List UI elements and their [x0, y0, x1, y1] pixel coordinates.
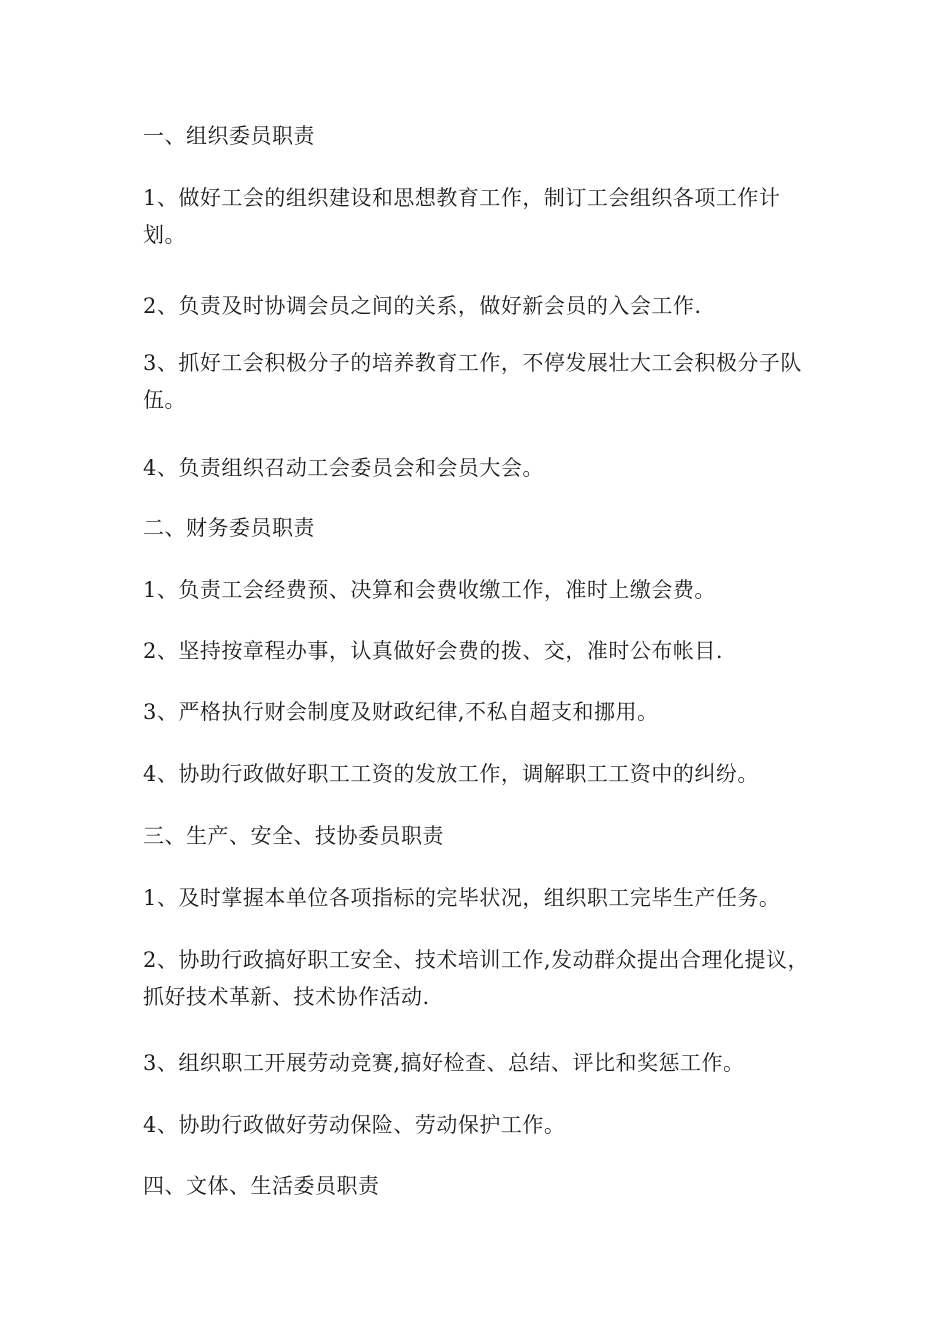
section-heading-1: 一、组织委员职责 — [143, 124, 315, 148]
paragraph-3-2: 2、协助行政搞好职工安全、技术培训工作,发动群众提出合理化提议，抓好技术革新、技术协作活动. — [143, 948, 810, 1009]
paragraph-1-1: 1、做好工会的组织建设和思想教育工作，制订工会组织各项工作计划。 — [143, 186, 781, 247]
section-heading-3: 三、生产、安全、技协委员职责 — [143, 824, 444, 848]
paragraph-1-4: 4、负责组织召动工会委员会和会员大会。 — [143, 456, 544, 480]
paragraph-3-1: 1、及时掌握本单位各项指标的完毕状况，组织职工完毕生产任务。 — [143, 886, 781, 910]
section-heading-2: 二、财务委员职责 — [143, 516, 315, 540]
section-heading-4: 四、文体、生活委员职责 — [143, 1174, 380, 1198]
paragraph-2-4: 4、协助行政做好职工工资的发放工作，调解职工工资中的纠纷。 — [143, 762, 759, 786]
paragraph-3-3: 3、组织职工开展劳动竞赛,搞好检查、总结、评比和奖惩工作。 — [143, 1051, 745, 1075]
paragraph-2-2: 2、坚持按章程办事，认真做好会费的拨、交，准时公布帐目. — [143, 639, 724, 663]
paragraph-3-4: 4、协助行政做好劳动保险、劳动保护工作。 — [143, 1113, 566, 1137]
paragraph-2-3: 3、严格执行财会制度及财政纪律,不私自超支和挪用。 — [143, 700, 659, 724]
paragraph-2-1: 1、负责工会经费预、决算和会费收缴工作，准时上缴会费。 — [143, 578, 716, 602]
paragraph-1-2: 2、负责及时协调会员之间的关系，做好新会员的入会工作. — [143, 294, 702, 318]
paragraph-1-3: 3、抓好工会积极分子的培养教育工作，不停发展壮大工会积极分子队伍。 — [143, 351, 802, 412]
